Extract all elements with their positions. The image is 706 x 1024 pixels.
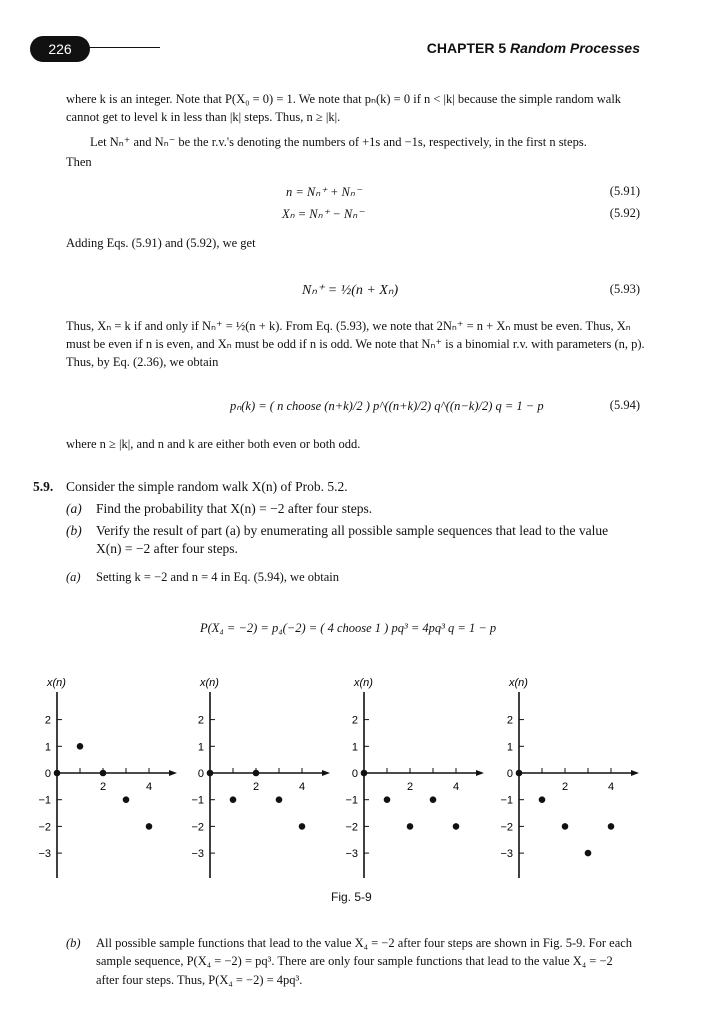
equation-5-92: Xₙ = Nₙ⁺ − Nₙ⁻	[282, 207, 364, 221]
data-point	[253, 770, 260, 777]
data-point	[299, 823, 306, 830]
data-point	[100, 770, 107, 777]
equation-5-91: n = Nₙ⁺ + Nₙ⁻	[286, 185, 362, 199]
x-axis-arrow-icon	[322, 770, 330, 776]
y-tick-label: 2	[506, 714, 513, 727]
x-tick-label: 2	[561, 781, 569, 793]
data-point	[384, 796, 391, 803]
intro-line-1: where k is an integer. Note that P(X₀ = 0) = 1. We note that pₙ(k) = 0 if n < |k| because the simple random walk	[66, 92, 622, 106]
data-point	[276, 796, 283, 803]
x-tick-label: 2	[99, 781, 107, 793]
solution-a-text: Setting k = −2 and n = 4 in Eq. (5.94), we obtain	[96, 570, 339, 584]
part-b-line-2: X(n) = −2 after four steps.	[96, 541, 238, 556]
adding-text: Adding Eqs. (5.91) and (5.92), we get	[66, 236, 256, 250]
intro-line-3: Let Nₙ⁺ and Nₙ⁻ be the r.v.'s denoting the numbers of +1s and −1s, respectively, in the first n steps.	[90, 135, 587, 149]
chapter-number: CHAPTER 5	[426, 40, 507, 56]
header-rule	[88, 47, 160, 48]
x-tick-label: 4	[607, 781, 615, 793]
equation-number: (5.94)	[609, 398, 640, 412]
y-tick-label: −1	[345, 794, 358, 807]
x-tick-label: 4	[452, 781, 460, 793]
equation-number: (5.92)	[609, 206, 640, 220]
data-point	[516, 770, 523, 777]
data-point	[146, 823, 153, 830]
y-tick-label: 1	[197, 741, 204, 754]
chapter-title: Random Processes	[510, 40, 640, 56]
x-tick-label: 4	[298, 781, 306, 793]
y-tick-label: −2	[345, 821, 358, 834]
data-point	[54, 770, 61, 777]
y-tick-label: 2	[44, 714, 51, 727]
y-tick-label: 2	[197, 714, 204, 727]
y-tick-label: −2	[500, 821, 513, 834]
data-point	[608, 823, 615, 830]
data-point	[539, 796, 546, 803]
data-point	[585, 850, 592, 857]
y-tick-label: −2	[191, 821, 204, 834]
chapter-heading	[427, 40, 640, 56]
data-point	[562, 823, 569, 830]
x-axis-arrow-icon	[631, 770, 639, 776]
intro-line-4: Then	[66, 155, 92, 169]
x-tick-label: 2	[406, 781, 414, 793]
intro-line-2: cannot get to level k in less than |k| steps. Thus, n ≥ |k|.	[66, 110, 341, 124]
problem-number: 5.9.	[33, 479, 54, 494]
data-point	[230, 796, 237, 803]
y-axis-label: x(n)	[47, 677, 66, 689]
y-tick-label: −1	[500, 794, 513, 807]
x-axis-arrow-icon	[169, 770, 177, 776]
solution-a-equation: P(X₄ = −2) = p₄(−2) = ( 4 choose 1 ) pq³ = 4pq³ q = 1 − p	[200, 621, 497, 635]
equation-number: (5.91)	[609, 184, 640, 198]
y-tick-label: 2	[351, 714, 358, 727]
thus-line-1: Thus, Xₙ = k if and only if Nₙ⁺ = ½(n + k). From Eq. (5.93), we note that 2Nₙ⁺ = n + Xₙ must be even. Thus, Xₙ	[66, 319, 631, 333]
y-tick-label: −3	[345, 848, 358, 861]
x-axis-arrow-icon	[476, 770, 484, 776]
x-tick-label: 4	[145, 781, 153, 793]
equation-5-94: pₙ(k) = ( n choose (n+k)/2 ) p^((n+k)/2) q^((n−k)/2) q = 1 − p	[230, 399, 544, 413]
y-tick-label: 0	[197, 768, 204, 780]
data-point	[430, 796, 437, 803]
data-point	[77, 743, 84, 750]
y-tick-label: −3	[500, 848, 513, 861]
y-axis-label: x(n)	[200, 677, 219, 689]
where-line: where n ≥ |k|, and n and k are either both even or both odd.	[66, 437, 361, 451]
solution-b-line-1: All possible sample functions that lead to the value X₄ = −2 after four steps are shown in Fig. 5-9. For each	[96, 936, 633, 950]
solution-b-label: (b)	[66, 936, 81, 950]
solution-b-line-3: after four steps. Thus, P(X₄ = −2) = 4pq³.	[96, 973, 303, 987]
problem-statement: Consider the simple random walk X(n) of Prob. 5.2.	[66, 479, 348, 494]
y-tick-label: −3	[38, 848, 51, 861]
part-a-text: Find the probability that X(n) = −2 after four steps.	[96, 501, 373, 516]
y-tick-label: −3	[191, 848, 204, 861]
part-b-label: (b)	[66, 523, 82, 538]
y-tick-label: −1	[38, 794, 51, 807]
equation-5-93: Nₙ⁺ = ½(n + Xₙ)	[302, 283, 399, 298]
data-point	[453, 823, 460, 830]
page-number: 226	[30, 36, 90, 62]
y-tick-label: −2	[38, 821, 51, 834]
figure-5-9	[0, 670, 706, 890]
thus-line-2: must be even if n is even, and Xₙ must be odd if n is odd. We note that Nₙ⁺ is a binomial r.v. with parameters (n, p).	[66, 337, 645, 351]
data-point	[123, 796, 130, 803]
y-axis-label: x(n)	[509, 677, 528, 689]
thus-line-3: Thus, by Eq. (2.36), we obtain	[66, 355, 219, 369]
data-point	[207, 770, 214, 777]
solution-a-label: (a)	[66, 570, 81, 584]
y-axis-label: x(n)	[354, 677, 373, 689]
y-tick-label: 1	[506, 741, 513, 754]
equation-number: (5.93)	[609, 282, 640, 296]
part-b-line-1: Verify the result of part (a) by enumerating all possible sample sequences that lead to the value	[96, 523, 609, 538]
y-tick-label: 0	[506, 768, 513, 780]
y-tick-label: 1	[351, 741, 358, 754]
figure-caption: Fig. 5-9	[331, 890, 372, 904]
y-tick-label: 0	[351, 768, 358, 780]
data-point	[361, 770, 368, 777]
data-point	[407, 823, 414, 830]
solution-b-line-2: sample sequence, P(X₄ = −2) = pq³. There are only four sample functions that lead to the value X₄ = −2	[96, 954, 613, 968]
y-tick-label: 0	[44, 768, 51, 780]
part-a-label: (a)	[66, 501, 82, 516]
y-tick-label: 1	[44, 741, 51, 754]
y-tick-label: −1	[191, 794, 204, 807]
x-tick-label: 2	[252, 781, 260, 793]
